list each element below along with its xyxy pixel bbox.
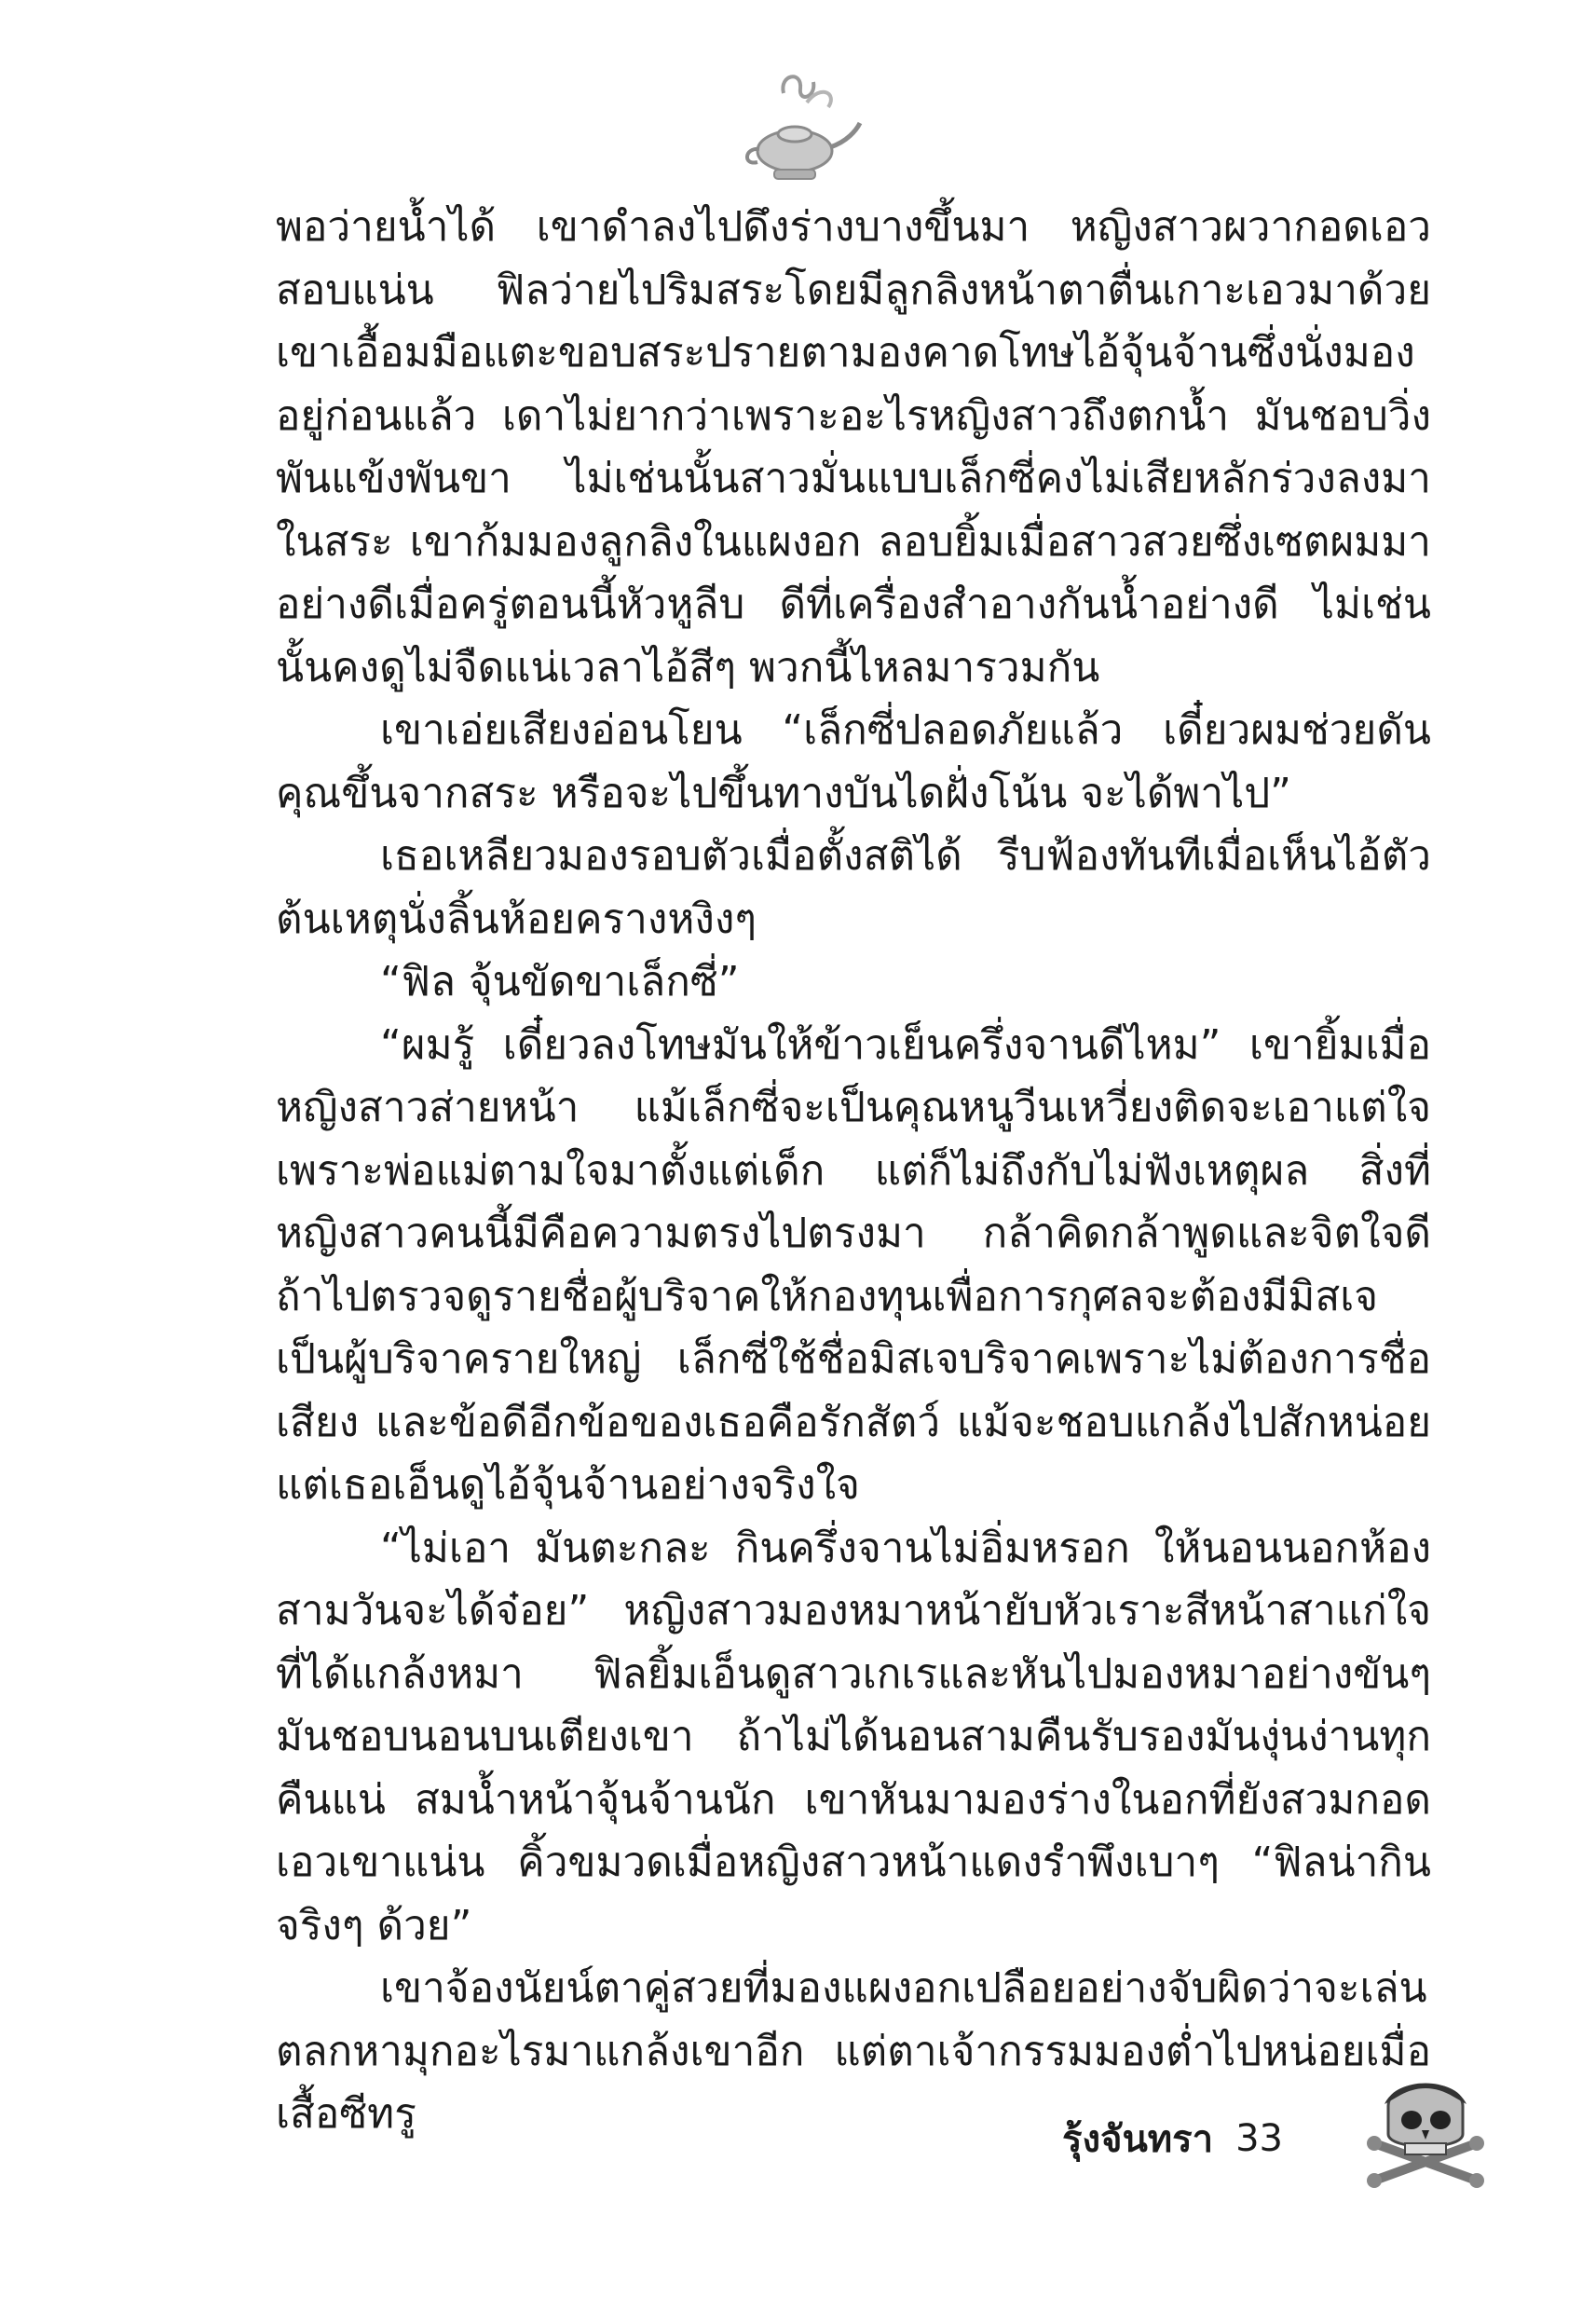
paragraph: เขาเอ่ยเสียงอ่อนโยน “เล็กซี่ปลอดภัยแล้ว เดี๋ยวผมช่วยดันคุณขึ้นจากสระ หรือจะไปขึ้นทางบันไดฝั่งโน้น จะได้พาไป”: [276, 706, 1431, 817]
paragraph: “ผมรู้ เดี๋ยวลงโทษมันให้ข้าวเย็นครึ่งจานดีไหม” เขายิ้มเมื่อหญิงสาวส่ายหน้า แม้เล็กซี่จะเป็นคุณหนูวีนเหวี่ยงติดจะเอาแต่ใจเพราะพ่อแม่ตามใจมาตั้งแต่เด็ก แต่ก็ไม่ถึงกับไม่ฟังเหตุผล สิ่งที่หญิงสาวคนนี้มีคือความตรงไปตรงมา กล้าคิดกล้าพูดและจิตใจดี ถ้าไปตรวจดูรายชื่อผู้บริจาคให้กองทุนเพื่อการกุศลจะต้องมีมิสเจเป็นผู้บริจาครายใหญ่ เล็กซี่ใช้ชื่อมิสเจบริจาคเพราะไม่ต้องการชื่อเสียง และข้อดีอีกข้อของเธอคือรักสัตว์ แม้จะชอบแกล้งไปสักหน่อย แต่เธอเอ็นดูไอ้จุ้นจ้านอย่างจริงใจ: [276, 1020, 1431, 1509]
page-number: 33: [1235, 2117, 1284, 2160]
body-text: [276, 196, 1431, 2146]
paragraph: “ฟิล จุ้นขัดขาเล็กซี่”: [380, 958, 740, 1005]
paragraph: เขาจ้องนัยน์ตาคู่สวยที่มองแผงอกเปลือยอย่างจับผิดว่าจะเล่นตลกหามุกอะไรมาแกล้งเขาอีก แต่ตาเจ้ากรรมมองต่ำไปหน่อยเมื่อเสื้อซีทรู: [276, 1964, 1431, 2138]
book-title: รุ้งจันทรา: [1062, 2118, 1214, 2161]
genie-lamp-icon: [728, 65, 867, 205]
page-footer: [1062, 2111, 1283, 2167]
paragraph: “ไม่เอา มันตะกละ กินครึ่งจานไม่อิ่มหรอก ให้นอนนอกห้องสามวันจะได้จ๋อย” หญิงสาวมองหมาหน้ายับหัวเราะสีหน้าสาแก่ใจที่ได้แกล้งหมา ฟิลยิ้มเอ็นดูสาวเกเรและหันไปมองหมาอย่างขันๆ มันชอบนอนบนเตียงเขา ถ้าไม่ได้นอนสามคืนรับรองมันงุ่นง่านทุกคืนแน่ สมน้ำหน้าจุ้นจ้านนัก เขาหันมามองร่างในอกที่ยังสวมกอดเอวเขาแน่น คิ้วขมวดเมื่อหญิงสาวหน้าแดงรำพึงเบาๆ “ฟิลน่ากินจริงๆ ด้วย”: [276, 1524, 1431, 1949]
skull-crossbones-icon: [1360, 2069, 1491, 2208]
paragraph: พอว่ายน้ำได้ เขาดำลงไปดึงร่างบางขึ้นมา หญิงสาวผวากอดเอวสอบแน่น ฟิลว่ายไปริมสระโดยมีลูกลิงหน้าตาตื่นเกาะเอวมาด้วย เขาเอื้อมมือแตะขอบสระปรายตามองคาดโทษไอ้จุ้นจ้านซึ่งนั่งมองอยู่ก่อนแล้ว เดาไม่ยากว่าเพราะอะไรหญิงสาวถึงตกน้ำ มันชอบวิ่งพันแข้งพันขา ไม่เช่นนั้นสาวมั่นแบบเล็กซี่คงไม่เสียหลักร่วงลงมาในสระ เขาก้มมองลูกลิงในแผงอก ลอบยิ้มเมื่อสาวสวยซึ่งเซตผมมาอย่างดีเมื่อครู่ตอนนี้หัวหูลีบ ดีที่เครื่องสำอางกันน้ำอย่างดี ไม่เช่นนั้นคงดูไม่จืดแน่เวลาไอ้สีๆ พวกนี้ไหลมารวมกัน: [276, 203, 1431, 691]
paragraph: เธอเหลียวมองรอบตัวเมื่อตั้งสติได้ รีบฟ้องทันทีเมื่อเห็นไอ้ตัวต้นเหตุนั่งลิ้นห้อยครางหงิงๆ: [276, 832, 1431, 943]
